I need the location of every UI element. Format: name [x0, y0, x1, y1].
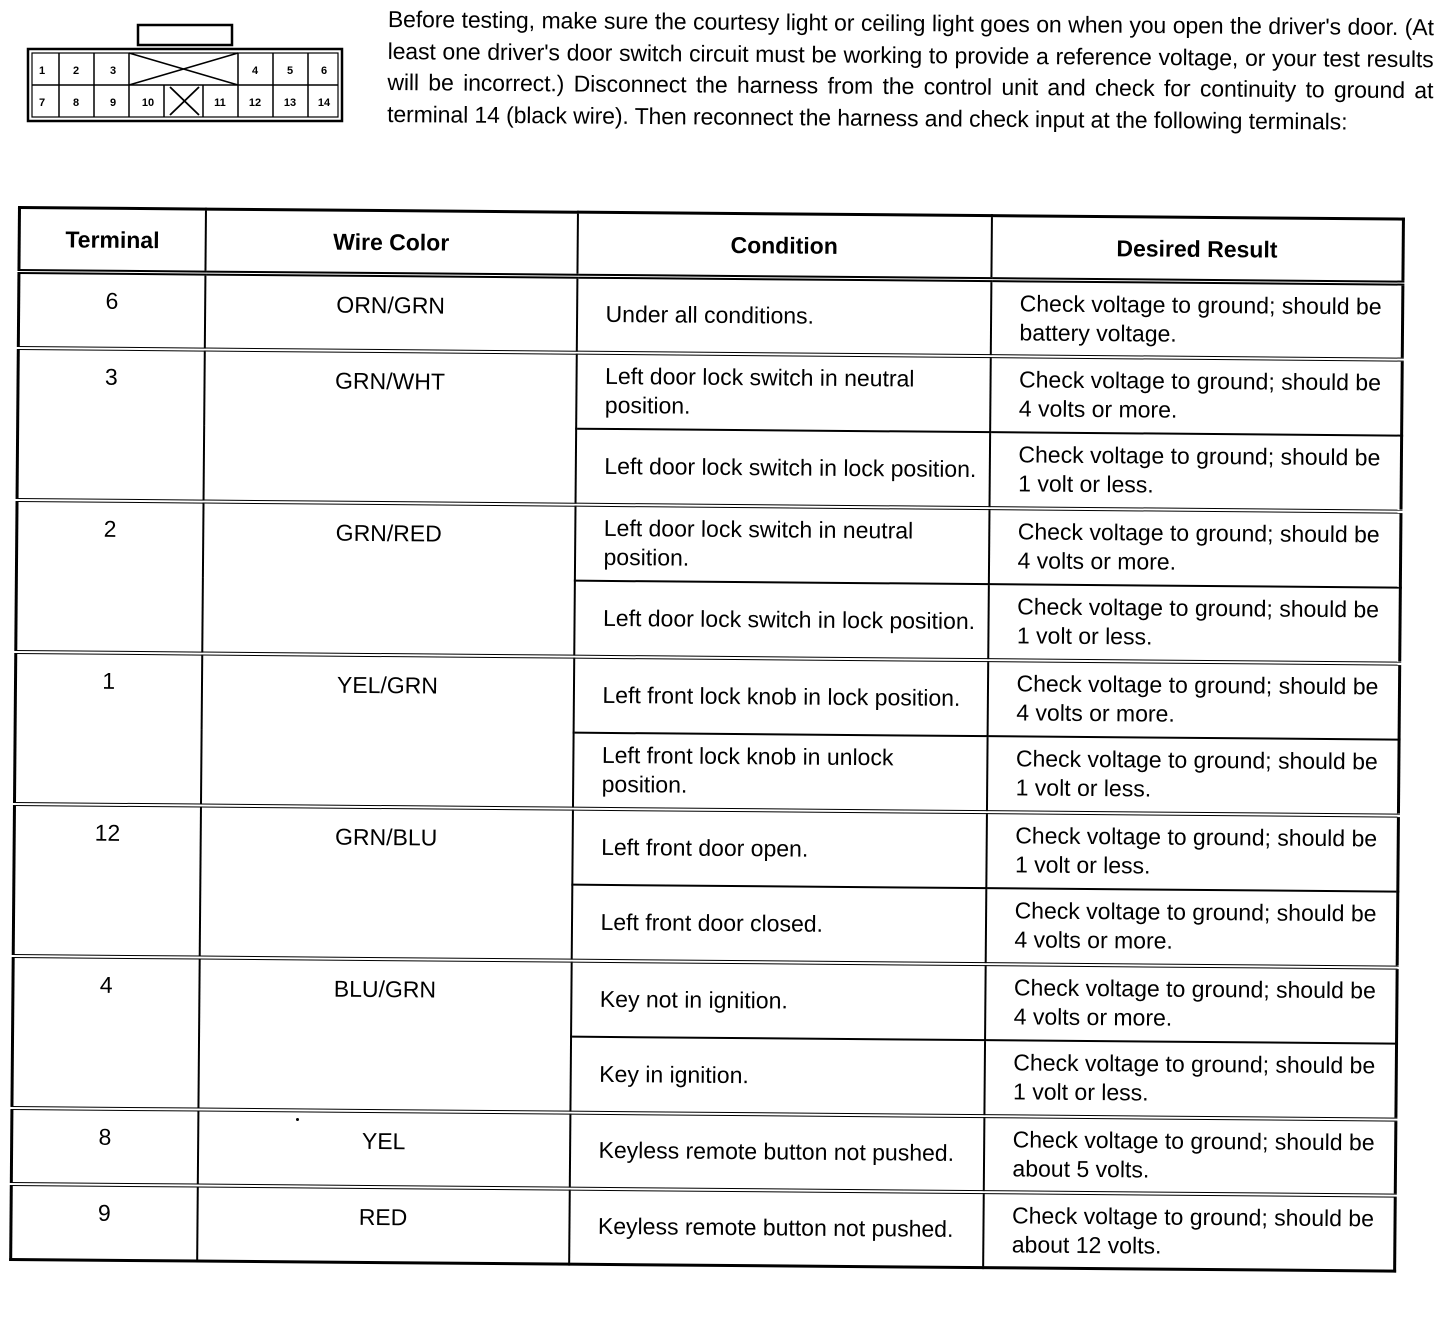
table-row: [11, 1183, 1396, 1271]
header-condition: Condition: [577, 212, 992, 279]
wire-color: ORN/GRN: [204, 273, 577, 352]
terminal-group: [11, 1183, 1396, 1271]
terminal-number: 1: [14, 651, 201, 805]
wire-color: BLU/GRN: [198, 957, 571, 1112]
table-row: [14, 803, 1399, 891]
pin-label: 3: [109, 65, 117, 77]
desired-result-cell: Check voltage to ground; should be about 5 volts.: [983, 1116, 1396, 1195]
table-row: [13, 955, 1398, 1043]
pin-label: 2: [72, 65, 80, 77]
table-row: [16, 500, 1401, 588]
connector-latch: [138, 25, 232, 45]
condition-cell: Left front door open.: [572, 808, 987, 887]
condition-cell: Keyless remote button not pushed.: [569, 1188, 984, 1267]
pin-label: 1: [38, 65, 46, 77]
wire-color: YEL: [197, 1109, 570, 1188]
condition-cell: Left door lock switch in lock position.: [574, 580, 989, 659]
pin-label: 6: [320, 65, 328, 77]
spec-table: [9, 206, 1405, 1273]
condition-cell: Key not in ignition.: [571, 960, 986, 1039]
pin-label: 8: [72, 97, 80, 109]
wire-color: GRN/RED: [202, 501, 575, 656]
header-terminal: Terminal: [19, 208, 206, 274]
wire-color: GRN/WHT: [203, 349, 576, 504]
desired-result-cell: Check voltage to ground; should be 4 volts or more.: [988, 508, 1401, 587]
condition-cell: Keyless remote button not pushed.: [569, 1112, 984, 1191]
wire-color: GRN/BLU: [199, 805, 572, 960]
desired-result-cell: Check voltage to ground; should be 1 volt or less.: [984, 1040, 1397, 1119]
pin-label: 10: [141, 97, 155, 109]
pin-label: 13: [283, 97, 297, 109]
terminal-group: [18, 272, 1403, 360]
table-header-row: [19, 208, 1403, 284]
scan-speck: [296, 1118, 299, 1121]
pin-label: 9: [109, 97, 117, 109]
terminal-group: [11, 1107, 1396, 1195]
terminal-number: 12: [13, 803, 200, 957]
table-row: [15, 651, 1400, 739]
connector-svg: [25, 20, 355, 130]
pin-label: 7: [38, 97, 46, 109]
condition-cell: Left door lock switch in lock position.: [575, 428, 990, 507]
terminal-test-table: [9, 206, 1402, 1273]
table-row: [18, 348, 1403, 436]
pin-label: 5: [286, 65, 294, 77]
condition-cell: Left door lock switch in neutral position.: [576, 352, 991, 431]
pin-label: 11: [214, 97, 226, 109]
terminal-group: [16, 500, 1401, 664]
pin-label: 4: [251, 65, 259, 77]
terminal-group: [12, 955, 1397, 1119]
desired-result-cell: Check voltage to ground; should be 4 volts or more.: [985, 888, 1398, 967]
terminal-group: [17, 348, 1402, 512]
connector-diagram: [25, 20, 355, 130]
intro-paragraph: [387, 4, 1434, 138]
condition-cell: Left door lock switch in neutral position.: [574, 504, 989, 583]
desired-result-cell: Check voltage to ground; should be 4 volts or more.: [987, 660, 1400, 739]
desired-result-cell: Check voltage to ground; should be about 12 volts.: [983, 1192, 1396, 1271]
terminal-number: 3: [17, 348, 204, 502]
condition-cell: Key in ignition.: [570, 1036, 985, 1115]
terminal-group: [13, 803, 1398, 967]
terminal-number: 9: [11, 1183, 198, 1261]
table-row: [18, 272, 1403, 360]
pin-label: 14: [317, 97, 331, 109]
condition-cell: Left front lock knob in lock position.: [573, 656, 988, 735]
condition-cell: Left front door closed.: [571, 884, 986, 963]
pin-label: 12: [248, 97, 262, 109]
desired-result-cell: Check voltage to ground; should be 1 volt or less.: [989, 432, 1402, 511]
terminal-number: 4: [12, 955, 199, 1109]
desired-result-cell: Check voltage to ground; should be 4 volts or more.: [990, 356, 1403, 435]
condition-cell: Under all conditions.: [576, 276, 991, 355]
wire-color: RED: [197, 1185, 570, 1264]
wire-color: YEL/GRN: [200, 653, 573, 808]
terminal-number: 2: [16, 500, 203, 654]
terminal-number: 6: [18, 272, 205, 350]
terminal-group: [14, 651, 1399, 815]
header-wire-color: Wire Color: [205, 209, 578, 276]
condition-cell: Left front lock knob in unlock position.: [572, 732, 987, 811]
desired-result-cell: Check voltage to ground; should be battery voltage.: [990, 280, 1403, 359]
desired-result-cell: Check voltage to ground; should be 1 volt or less.: [988, 584, 1401, 663]
intro-text: Before testing, make sure the courtesy light or ceiling light goes on when you open the driver's door. (At least one driver's door switch circuit must be working to provide a reference voltage, or your test results will be incorrect.) Disconnect the harness from the control unit and check for continuity to ground at terminal 14 (black wire). Then reconnect the harness and check input at the following terminals:: [387, 5, 1434, 135]
table-row: [11, 1107, 1396, 1195]
desired-result-cell: Check voltage to ground; should be 1 volt or less.: [986, 812, 1399, 891]
desired-result-cell: Check voltage to ground; should be 1 volt or less.: [986, 736, 1399, 815]
terminal-number: 8: [11, 1107, 198, 1185]
header-desired-result: Desired Result: [991, 216, 1404, 283]
desired-result-cell: Check voltage to ground; should be 4 volts or more.: [985, 964, 1398, 1043]
